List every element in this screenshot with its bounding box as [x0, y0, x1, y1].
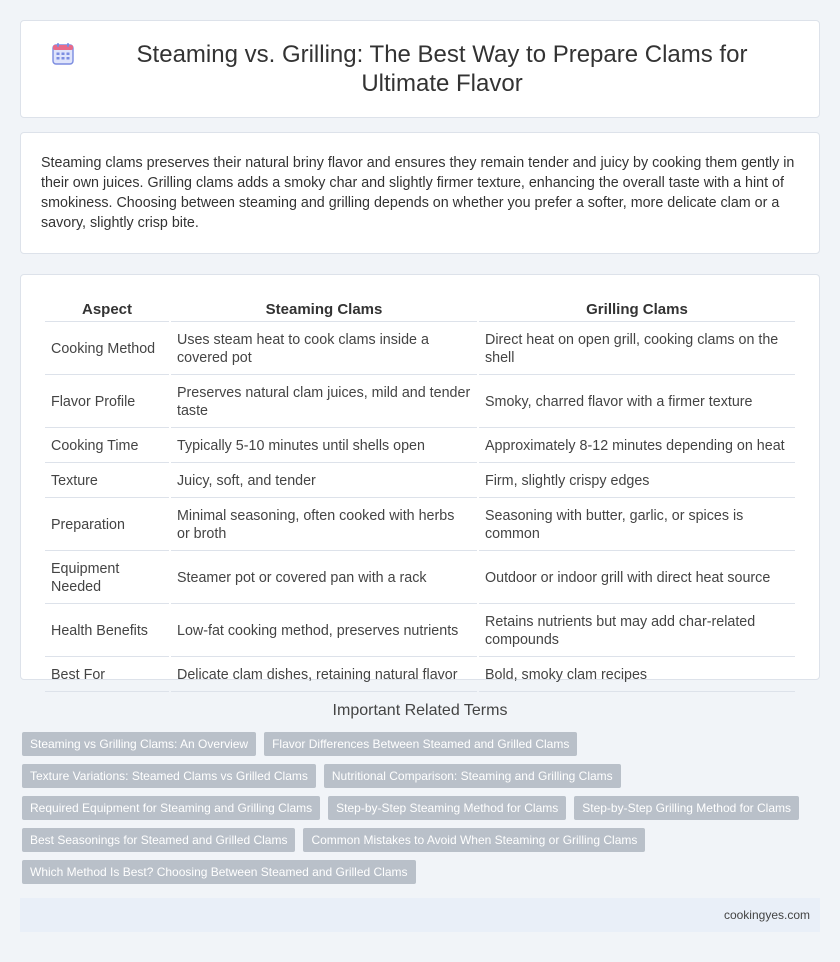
cell-steaming: Steamer pot or covered pan with a rack: [171, 553, 477, 604]
table-row: [45, 659, 795, 692]
cell-grilling: Retains nutrients but may add char-related compounds: [479, 606, 795, 657]
cell-aspect: Texture: [45, 465, 169, 498]
cell-aspect: Cooking Time: [45, 430, 169, 463]
cell-aspect: Equipment Needed: [45, 553, 169, 604]
table-row: [45, 324, 795, 375]
table-row: [45, 553, 795, 604]
cell-grilling: Bold, smoky clam recipes: [479, 659, 795, 692]
cell-grilling: Direct heat on open grill, cooking clams on the shell: [479, 324, 795, 375]
title-row: [51, 40, 789, 98]
header-aspect: Aspect: [45, 297, 169, 322]
calendar-grid-icon: [51, 42, 75, 66]
header-grilling: Grilling Clams: [479, 297, 795, 322]
related-terms-title: Important Related Terms: [332, 702, 508, 719]
related-tag[interactable]: Nutritional Comparison: Steaming and Grilling Clams: [324, 764, 621, 788]
table-row: [45, 606, 795, 657]
related-tag[interactable]: Required Equipment for Steaming and Grilling Clams: [22, 796, 320, 820]
header-steaming: Steaming Clams: [171, 297, 477, 322]
related-tag[interactable]: Flavor Differences Between Steamed and Grilled Clams: [264, 732, 577, 756]
cell-grilling: Seasoning with butter, garlic, or spices is common: [479, 500, 795, 551]
footer-site-link[interactable]: cookingyes.com: [723, 908, 810, 922]
title-card: [20, 20, 820, 118]
related-tag[interactable]: Steaming vs Grilling Clams: An Overview: [22, 732, 256, 756]
table-row: [45, 500, 795, 551]
page-title: Steaming vs. Grilling: The Best Way to Prepare Clams for Ultimate Flavor: [136, 41, 748, 97]
table-row: [45, 465, 795, 498]
related-tag[interactable]: Step-by-Step Grilling Method for Clams: [574, 796, 799, 820]
cell-grilling: Approximately 8-12 minutes depending on heat: [479, 430, 795, 463]
cell-grilling: Firm, slightly crispy edges: [479, 465, 795, 498]
related-tag[interactable]: Best Seasonings for Steamed and Grilled Clams: [22, 828, 295, 852]
cell-aspect: Preparation: [45, 500, 169, 551]
cell-aspect: Cooking Method: [45, 324, 169, 375]
footer: [20, 898, 820, 932]
intro-card: [20, 132, 820, 254]
related-tag[interactable]: Step-by-Step Steaming Method for Clams: [328, 796, 566, 820]
cell-aspect: Flavor Profile: [45, 377, 169, 428]
comparison-table-card: [20, 274, 820, 683]
table-row: [45, 377, 795, 428]
cell-aspect: Best For: [45, 659, 169, 692]
cell-steaming: Delicate clam dishes, retaining natural flavor: [171, 659, 477, 692]
related-terms-section: [0, 702, 840, 884]
related-tag[interactable]: Common Mistakes to Avoid When Steaming or Grilling Clams: [303, 828, 645, 852]
cell-steaming: Preserves natural clam juices, mild and tender taste: [171, 377, 477, 428]
table-header-row: [45, 297, 795, 322]
table-row: [45, 430, 795, 463]
related-tags: [22, 732, 818, 884]
cell-grilling: Outdoor or indoor grill with direct heat source: [479, 553, 795, 604]
cell-aspect: Health Benefits: [45, 606, 169, 657]
cell-steaming: Uses steam heat to cook clams inside a covered pot: [171, 324, 477, 375]
related-tag[interactable]: Texture Variations: Steamed Clams vs Grilled Clams: [22, 764, 316, 788]
related-tag[interactable]: Which Method Is Best? Choosing Between Steamed and Grilled Clams: [22, 860, 416, 884]
cell-grilling: Smoky, charred flavor with a firmer texture: [479, 377, 795, 428]
comparison-table: [43, 295, 797, 694]
cell-steaming: Low-fat cooking method, preserves nutrients: [171, 606, 477, 657]
cell-steaming: Juicy, soft, and tender: [171, 465, 477, 498]
cell-steaming: Typically 5-10 minutes until shells open: [171, 430, 477, 463]
intro-paragraph: Steaming clams preserves their natural briny flavor and ensures they remain tender and juicy by cooking them gently in their own juices. Grilling clams adds a smoky char and slightly firmer texture, enhancing the overall taste with a hint of smokiness. Choosing between steaming and grilling depends on whether you prefer a softer, more delicate clam or a savory, slightly crisp bite.: [41, 155, 795, 231]
cell-steaming: Minimal seasoning, often cooked with herbs or broth: [171, 500, 477, 551]
